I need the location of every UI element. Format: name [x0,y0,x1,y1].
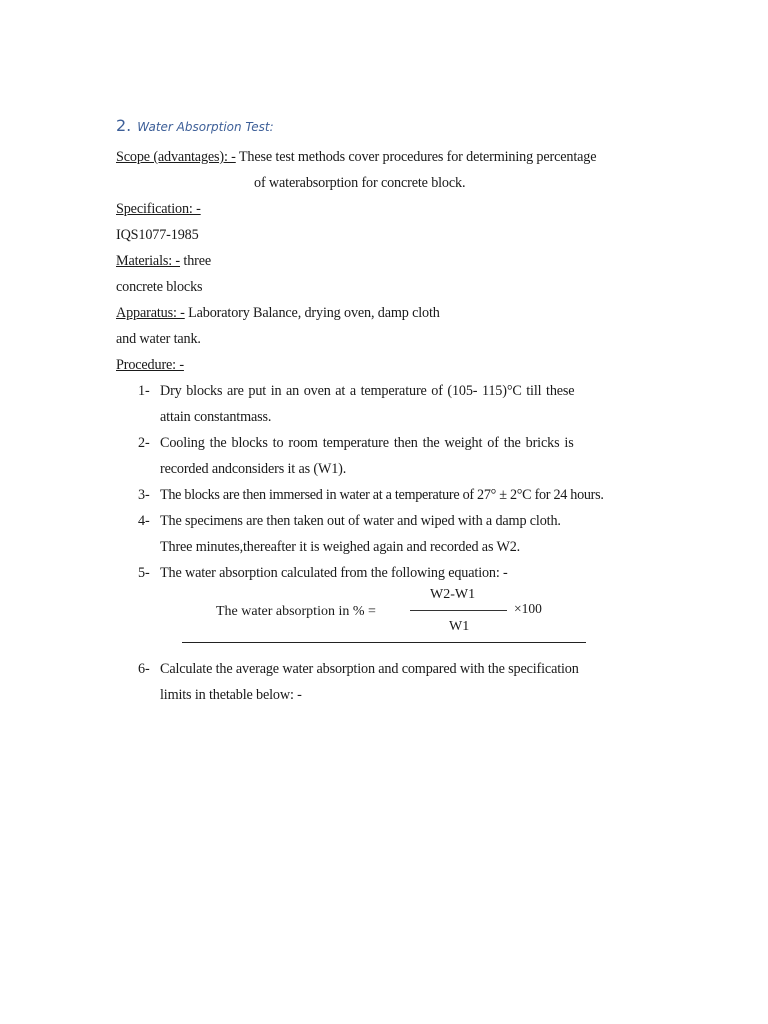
step-3-number: 3- [138,487,150,503]
formula-denominator: W1 [449,619,470,634]
step-1-text-1: Dry blocks are put in an oven at a temperature of (105- 115)°C till these [160,383,575,399]
step-4-text-2: Three minutes,thereafter it is weighed again and recorded as W2. [160,539,521,555]
specification-label: Specification: - [116,201,201,217]
step-5-text-1: The water absorption calculated from the following equation: - [160,565,508,581]
materials-line-1 [116,252,211,270]
apparatus-text-2: and water tank. [116,331,201,347]
step-6-number: 6- [138,661,150,677]
apparatus-label: Apparatus: - [116,305,185,321]
section-number: 2. [116,116,132,135]
section-title: Water Absorption Test: [137,120,274,134]
formula-multiplier: ×100 [514,601,542,616]
step-1-number: 1- [138,383,150,399]
scope-text-2: of waterabsorption for concrete block. [254,175,466,191]
step-6-text-1: Calculate the average water absorption and compared with the specification [160,661,579,677]
step-2-text-1: Cooling the blocks to room temperature then the weight of the bricks is [160,435,574,451]
horizontal-rule [182,642,586,643]
step-2-text-2: recorded andconsiders it as (W1). [160,461,347,477]
materials-text-1: three [180,253,212,269]
step-4-text-1: The specimens are then taken out of water and wiped with a damp cloth. [160,513,561,529]
scope-text-1: These test methods cover procedures for determining percentage [235,149,597,165]
scope-label: Scope (advantages): - [116,149,236,165]
section-heading [116,116,274,135]
step-5-number: 5- [138,565,150,581]
apparatus-text-1: Laboratory Balance, drying oven, damp cloth [184,305,440,321]
step-6-text-2: limits in thetable below: - [160,687,302,703]
step-1-text-2: attain constantmass. [160,409,272,425]
formula-label: The water absorption in % = [216,604,376,619]
scope-line-1 [116,148,596,166]
procedure-label: Procedure: - [116,357,184,373]
materials-text-2: concrete blocks [116,279,203,295]
step-4-number: 4- [138,513,150,529]
fraction-bar [410,610,507,611]
step-2-number: 2- [138,435,150,451]
specification-value: IQS1077-1985 [116,227,199,243]
apparatus-line-1 [116,304,440,322]
formula-numerator: W2-W1 [430,587,476,602]
step-3-text-1: The blocks are then immersed in water at a temperature of 27° ± 2°C for 24 hours. [160,487,604,503]
materials-label: Materials: - [116,253,180,269]
